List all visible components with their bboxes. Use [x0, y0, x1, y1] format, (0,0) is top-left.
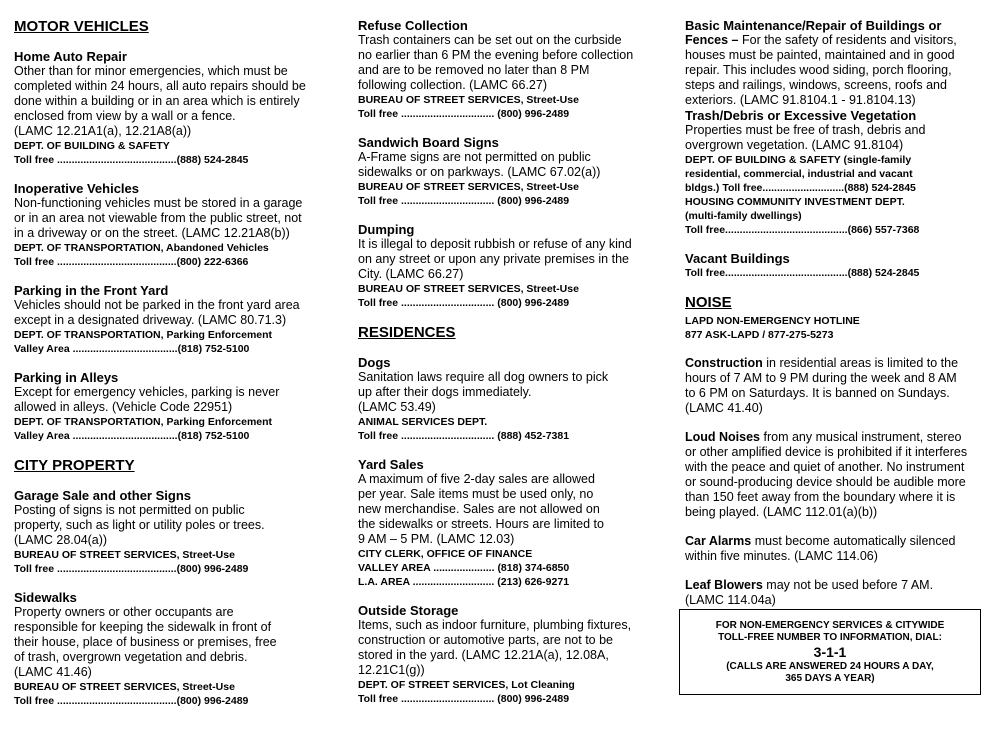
entry-yard-sales	[358, 457, 678, 589]
entry-line: up after their dogs immediately.	[358, 385, 532, 399]
notice-line: TOLL-FREE NUMBER TO INFORMATION, DIAL:	[718, 632, 942, 643]
entry-line: (LAMC 114.04a)	[685, 593, 776, 607]
entry-line: stored in the yard. (LAMC 12.21A(a), 12.08A,	[358, 648, 609, 662]
entry-line: 9 AM – 5 PM. (LAMC 12.03)	[358, 532, 515, 546]
entry-line: Except for emergency vehicles, parking is never	[14, 385, 280, 399]
entry-line: 12.21C1(g))	[358, 663, 425, 677]
department-name: DEPT. OF STREET SERVICES, Lot Cleaning	[358, 679, 575, 691]
department-name: DEPT. OF TRANSPORTATION, Parking Enforcement	[14, 329, 273, 341]
entry-line: City. (LAMC 66.27)	[358, 267, 464, 281]
notice-line: FOR NON-EMERGENCY SERVICES & CITYWIDE	[715, 620, 945, 631]
phone-number: Valley Area ....................................(818) 752-5100	[14, 430, 250, 442]
entry-title: Car Alarms	[685, 534, 752, 548]
entry-title: Yard Sales	[358, 457, 424, 472]
entry-line: done within a building or in an area which is entirely	[14, 94, 300, 108]
notice-line: (CALLS ARE ANSWERED 24 HOURS A DAY,	[726, 661, 934, 672]
hotline-name: LAPD NON-EMERGENCY HOTLINE	[685, 315, 860, 327]
entry-title: Loud Noises	[685, 430, 761, 444]
department-name: DEPT. OF TRANSPORTATION, Abandoned Vehicles	[14, 242, 269, 254]
department-name: DEPT. OF BUILDING & SAFETY	[14, 140, 170, 152]
entry-line-rest: For the safety of residents and visitors,	[738, 33, 957, 47]
entry-basic-maintenance	[685, 18, 985, 108]
entry-line: Trash containers can be set out on the curbside	[358, 33, 622, 47]
entry-line: property, such as light or utility poles or trees.	[14, 518, 265, 532]
entry-title: Basic Maintenance/Repair of Buildings or	[685, 18, 942, 33]
entry-parking-alleys	[14, 370, 334, 443]
entry-line	[685, 578, 985, 593]
entry-line-rest: must become automatically silenced	[751, 534, 956, 548]
entry-title: Dumping	[358, 222, 415, 237]
entry-line: (LAMC 41.40)	[685, 401, 763, 415]
phone-number: Toll free .........................................(800) 996-2489	[14, 563, 249, 575]
entry-line: of trash, overgrown vegetation and debris.	[14, 650, 248, 664]
entry-line: allowed in alleys. (Vehicle Code 22951)	[14, 400, 233, 414]
phone-number: Toll free ................................ (800) 996-2489	[358, 195, 570, 207]
entry-title: Home Auto Repair	[14, 49, 127, 64]
entry-line: (LAMC 12.21A1(a), 12.21A8(a))	[14, 124, 192, 138]
entry-line: hours of 7 AM to 9 PM during the week and 8 AM	[685, 371, 957, 385]
department-name: BUREAU OF STREET SERVICES, Street-Use	[358, 181, 579, 193]
entry-title: Inoperative Vehicles	[14, 181, 140, 196]
phone-number: Toll free .........................................(800) 222-6366	[14, 256, 249, 268]
entry-line: within five minutes. (LAMC 114.06)	[685, 549, 878, 563]
column-residences	[358, 18, 678, 720]
entry-line: or in an area not viewable from the public street, not	[14, 211, 302, 225]
entry-loud-noises	[685, 430, 985, 520]
entry-title: Outside Storage	[358, 603, 459, 618]
column-maintenance-noise	[685, 18, 985, 622]
entry-line	[685, 33, 985, 48]
entry-line: with the peace and quiet of another. No instrument	[685, 460, 965, 474]
department-name: (multi-family dwellings)	[685, 210, 802, 222]
entry-title: Parking in the Front Yard	[14, 283, 169, 298]
entry-line: (LAMC 28.04(a))	[14, 533, 108, 547]
entry-line-rest: may not be used before 7 AM.	[762, 578, 934, 592]
entry-home-auto-repair	[14, 49, 334, 167]
entry-car-alarms	[685, 534, 985, 564]
entry-line	[685, 430, 985, 445]
entry-line: except in a designated driveway. (LAMC 80.71.3)	[14, 313, 287, 327]
entry-line: (LAMC 53.49)	[358, 400, 436, 414]
entry-sidewalks	[14, 590, 334, 708]
entry-line: repair. This includes wood siding, porch flooring,	[685, 63, 952, 77]
entry-line: Items, such as indoor furniture, plumbing fixtures,	[358, 618, 632, 632]
entry-line: being played. (LAMC 112.01(a)(b))	[685, 505, 878, 519]
entry-line: (LAMC 41.46)	[14, 665, 92, 679]
entry-line: Other than for minor emergencies, which must be	[14, 64, 288, 78]
hotline-number: 877 ASK-LAPD / 877-275-5273	[685, 329, 834, 341]
entry-title: Trash/Debris or Excessive Vegetation	[685, 108, 917, 123]
entry-line: no earlier than 6 PM the evening before collection	[358, 48, 634, 62]
entry-title: Garage Sale and other Signs	[14, 488, 191, 503]
entry-construction	[685, 356, 985, 416]
entry-line: in a driveway or on the street. (LAMC 12.21A8(b))	[14, 226, 290, 240]
entry-line-rest: from any musical instrument, stereo	[760, 430, 962, 444]
entry-line: than 150 feet away from the boundary where it is	[685, 490, 956, 504]
entry-trash-debris	[685, 108, 985, 237]
entry-line: Properties must be free of trash, debris and	[685, 123, 926, 137]
phone-number: Toll free ................................ (888) 452-7381	[358, 430, 570, 442]
phone-number: Toll free..........................................(866) 557-7368	[685, 224, 920, 236]
entry-line: houses must be painted, maintained and in good	[685, 48, 955, 62]
entry-line: Posting of signs is not permitted on public	[14, 503, 245, 517]
entry-line: completed within 24 hours, all auto repairs should be	[14, 79, 306, 93]
entry-line: Non-functioning vehicles must be stored in a garage	[14, 196, 303, 210]
entry-title: Vacant Buildings	[685, 251, 790, 266]
entry-line: new merchandise. Sales are not allowed on	[358, 502, 600, 516]
column-motor-city	[14, 18, 334, 722]
entry-title: Refuse Collection	[358, 18, 468, 33]
entry-line: It is illegal to deposit rubbish or refuse of any kind	[358, 237, 632, 251]
entry-line: or sound-producing device should be audible more	[685, 475, 966, 489]
entry-line	[685, 356, 985, 371]
entry-line: and are to be removed no later than 8 PM	[358, 63, 590, 77]
notice-line: 365 DAYS A YEAR)	[785, 673, 875, 684]
department-name: BUREAU OF STREET SERVICES, Street-Use	[358, 283, 579, 295]
entry-line: A-Frame signs are not permitted on public	[358, 150, 591, 164]
section-title-residences: RESIDENCES	[358, 324, 456, 341]
section-title-motor-vehicles: MOTOR VEHICLES	[14, 18, 149, 35]
entry-line: or other amplified device is prohibited if it interferes	[685, 445, 968, 459]
entry-sandwich-board-signs	[358, 135, 678, 208]
entry-garage-sale-signs	[14, 488, 334, 576]
entry-line: A maximum of five 2-day sales are allowed	[358, 472, 595, 486]
entry-outside-storage	[358, 603, 678, 706]
entry-title: Dogs	[358, 355, 391, 370]
entry-title: Parking in Alleys	[14, 370, 119, 385]
entry-title: Leaf Blowers	[685, 578, 763, 592]
section-title-city-property: CITY PROPERTY	[14, 457, 135, 474]
entry-line	[685, 534, 985, 549]
entry-line: following collection. (LAMC 66.27)	[358, 78, 547, 92]
entry-refuse-collection	[358, 18, 678, 121]
entry-line: to 6 PM on Saturdays. It is banned on Sundays.	[685, 386, 950, 400]
entry-line: Property owners or other occupants are	[14, 605, 234, 619]
department-name: BUREAU OF STREET SERVICES, Street-Use	[14, 681, 235, 693]
entry-title: Sandwich Board Signs	[358, 135, 499, 150]
entry-parking-front-yard	[14, 283, 334, 356]
notice-box-311	[679, 609, 981, 695]
phone-number: Toll free .........................................(888) 524-2845	[14, 154, 249, 166]
phone-number: L.A. AREA ............................ (213) 626-9271	[358, 576, 570, 588]
entry-line: exteriors. (LAMC 91.8104.1 - 91.8104.13)	[685, 93, 916, 107]
entry-title: Construction	[685, 356, 763, 370]
entry-inoperative-vehicles	[14, 181, 334, 269]
phone-number: Toll free .........................................(800) 996-2489	[14, 695, 249, 707]
entry-line: Sanitation laws require all dog owners to pick	[358, 370, 609, 384]
entry-line-rest: in residential areas is limited to the	[762, 356, 959, 370]
entry-line: enclosed from view by a wall or a fence.	[14, 109, 236, 123]
entry-line: their house, place of business or premises, free	[14, 635, 277, 649]
entry-line: the sidewalks or streets. Hours are limited to	[358, 517, 604, 531]
phone-number: Toll free ................................ (800) 996-2489	[358, 693, 570, 705]
entry-title: Sidewalks	[14, 590, 77, 605]
department-name: residential, commercial, industrial and vacant	[685, 168, 913, 180]
department-name: BUREAU OF STREET SERVICES, Street-Use	[358, 94, 579, 106]
phone-number: VALLEY AREA ..................... (818) 374-6850	[358, 562, 570, 574]
entry-line: construction or automotive parts, are not to be	[358, 633, 613, 647]
department-name: BUREAU OF STREET SERVICES, Street-Use	[14, 549, 235, 561]
phone-number: Toll free ................................ (800) 996-2489	[358, 297, 570, 309]
section-title-noise: NOISE	[685, 294, 732, 311]
entry-dumping	[358, 222, 678, 310]
entry-vacant-buildings	[685, 251, 985, 280]
notice-number: 3-1-1	[813, 644, 847, 660]
phone-number: Toll free ................................ (800) 996-2489	[358, 108, 570, 120]
entry-line: steps and railings, windows, screens, roofs and	[685, 78, 947, 92]
phone-number: bldgs.) Toll free............................(888) 524-2845	[685, 182, 916, 194]
department-name: CITY CLERK, OFFICE OF FINANCE	[358, 548, 533, 560]
entry-leaf-blowers	[685, 578, 985, 608]
department-name: HOUSING COMMUNITY INVESTMENT DEPT.	[685, 196, 905, 208]
entry-line: overgrown vegetation. (LAMC 91.8104)	[685, 138, 904, 152]
department-name: DEPT. OF TRANSPORTATION, Parking Enforcement	[14, 416, 273, 428]
department-name: DEPT. OF BUILDING & SAFETY (single-family	[685, 154, 912, 166]
department-name: ANIMAL SERVICES DEPT.	[358, 416, 488, 428]
entry-title: Fences –	[685, 33, 739, 47]
entry-line: responsible for keeping the sidewalk in front of	[14, 620, 272, 634]
entry-dogs	[358, 355, 678, 443]
entry-line: Vehicles should not be parked in the front yard area	[14, 298, 300, 312]
phone-number: Valley Area ....................................(818) 752-5100	[14, 343, 250, 355]
entry-line: sidewalks or on parkways. (LAMC 67.02(a))	[358, 165, 601, 179]
entry-line: per year. Sale items must be used only, no	[358, 487, 594, 501]
entry-lapd-hotline	[685, 314, 985, 342]
phone-number: Toll free..........................................(888) 524-2845	[685, 267, 920, 279]
entry-line: on any street or upon any private premises in the	[358, 252, 629, 266]
